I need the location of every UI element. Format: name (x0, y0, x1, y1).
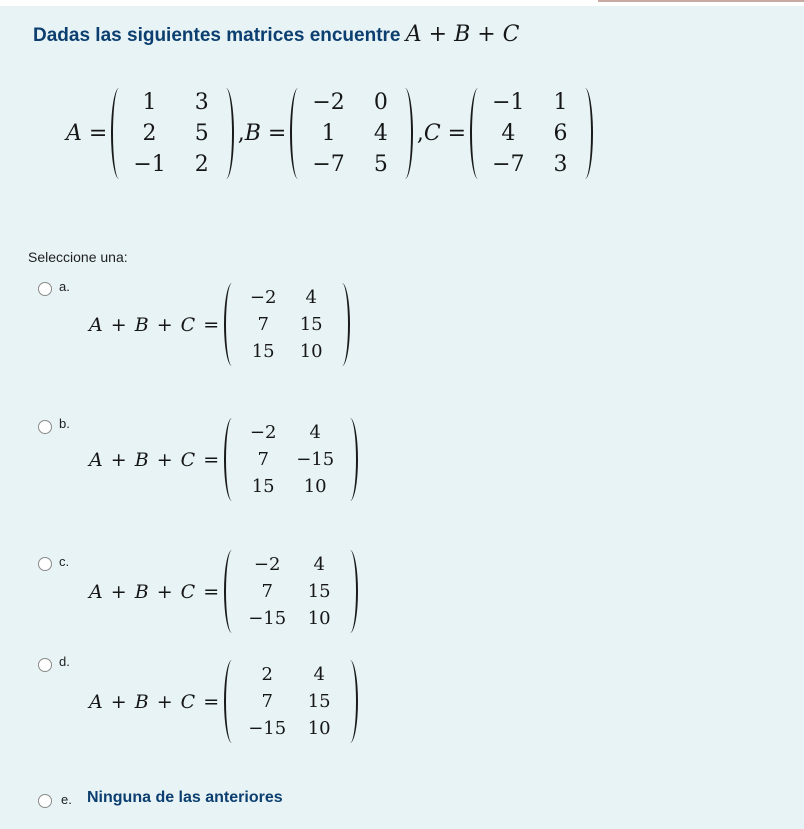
option-d-letter: d. (59, 654, 70, 669)
right-paren (218, 88, 234, 179)
left-paren (111, 88, 127, 179)
option-b-content[interactable] (89, 418, 362, 501)
matrix-b-cell: 4 (373, 121, 388, 146)
matrix-cell: −15 (248, 608, 287, 629)
matrix-cell: 15 (251, 476, 275, 497)
matrix-cell: 15 (251, 341, 275, 362)
matrix-definitions (66, 88, 597, 179)
matrix-a-cell: −1 (133, 152, 166, 177)
option-d-radio[interactable] (38, 658, 52, 672)
matrix-b (290, 88, 412, 179)
matrix-cell: 15 (307, 581, 331, 602)
matrix-a-cell: 5 (194, 121, 209, 146)
option-a-matrix (224, 283, 350, 366)
left-paren (224, 660, 240, 743)
matrix-cell: 10 (307, 718, 331, 739)
option-a-lhs: A + B + C = (89, 313, 221, 336)
option-c-letter: c. (59, 554, 70, 569)
option-b-lhs: A + B + C = (89, 448, 221, 471)
right-paren (397, 88, 413, 179)
matrix-cell: −15 (296, 449, 335, 470)
matrix-cell: 7 (257, 449, 269, 470)
matrix-c-name: C (423, 121, 441, 146)
question-prompt: Dadas las siguientes matrices encuentre (33, 25, 401, 46)
matrix-b-cell: 0 (373, 90, 388, 115)
option-e-radio[interactable] (38, 794, 52, 808)
option-c-content[interactable] (89, 550, 362, 633)
matrix-cell: 10 (299, 341, 323, 362)
option-b-matrix (224, 418, 358, 501)
option-d-content[interactable] (89, 660, 362, 743)
matrix-cell: −2 (249, 422, 277, 443)
matrix-c (470, 88, 592, 179)
option-a-radio[interactable] (38, 282, 52, 296)
matrix-cell: 7 (261, 691, 273, 712)
option-e-letter: e. (61, 792, 72, 807)
matrix-a-cell: 2 (194, 152, 209, 177)
matrix-cell: 4 (309, 422, 321, 443)
left-paren (290, 88, 306, 179)
option-a-letter: a. (59, 279, 70, 294)
question-text (33, 22, 520, 47)
right-paren (342, 550, 358, 633)
option-c-matrix (224, 550, 358, 633)
top-divider (598, 0, 804, 2)
question-expression: A + B + C (405, 22, 520, 47)
left-paren (224, 418, 240, 501)
matrix-c-cell: 4 (501, 121, 516, 146)
matrix-b-cell: −7 (312, 152, 345, 177)
matrix-a-cell: 1 (142, 90, 157, 115)
matrix-cell: −15 (248, 718, 287, 739)
matrix-c-cell: 6 (553, 121, 568, 146)
matrix-cell: 10 (303, 476, 327, 497)
matrix-b-name: B (244, 121, 261, 146)
matrix-c-cell: 1 (553, 90, 568, 115)
left-paren (470, 88, 486, 179)
matrix-a-name: A (66, 121, 82, 146)
matrix-cell: −2 (249, 287, 277, 308)
matrix-cell: 10 (307, 608, 331, 629)
matrix-a-cell: 3 (194, 90, 209, 115)
option-c-lhs: A + B + C = (89, 580, 221, 603)
select-label: Seleccione una: (28, 249, 128, 265)
matrix-cell: 15 (299, 314, 323, 335)
matrix-b-cell: −2 (312, 90, 345, 115)
matrix-cell: 15 (307, 691, 331, 712)
matrix-cell: 7 (257, 314, 269, 335)
option-a-content[interactable] (89, 283, 354, 366)
matrix-a-cell: 2 (142, 121, 157, 146)
matrix-a (111, 88, 233, 179)
matrix-cell: −2 (253, 554, 281, 575)
matrix-cell: 4 (313, 554, 325, 575)
left-paren (224, 283, 240, 366)
matrix-c-cell: −1 (492, 90, 525, 115)
option-d-matrix (224, 660, 358, 743)
option-b-radio[interactable] (38, 420, 52, 434)
comma: , (237, 121, 245, 146)
equals-sign: = (440, 121, 467, 146)
comma: , (416, 121, 424, 146)
matrix-cell: 4 (305, 287, 317, 308)
right-paren (577, 88, 593, 179)
right-paren (342, 418, 358, 501)
option-b-letter: b. (59, 416, 70, 431)
matrix-c-cell: −7 (492, 152, 525, 177)
right-paren (342, 660, 358, 743)
equals-sign: = (81, 121, 108, 146)
matrix-b-cell: 1 (321, 121, 336, 146)
matrix-cell: 7 (261, 581, 273, 602)
right-paren (334, 283, 350, 366)
left-paren (224, 550, 240, 633)
matrix-b-cell: 5 (373, 152, 388, 177)
option-c-radio[interactable] (38, 557, 52, 571)
option-d-lhs: A + B + C = (89, 690, 221, 713)
option-e-text[interactable]: Ninguna de las anteriores (87, 789, 283, 806)
matrix-cell: 4 (313, 664, 325, 685)
equals-sign: = (260, 121, 287, 146)
matrix-cell: 2 (261, 664, 273, 685)
matrix-c-cell: 3 (553, 152, 568, 177)
